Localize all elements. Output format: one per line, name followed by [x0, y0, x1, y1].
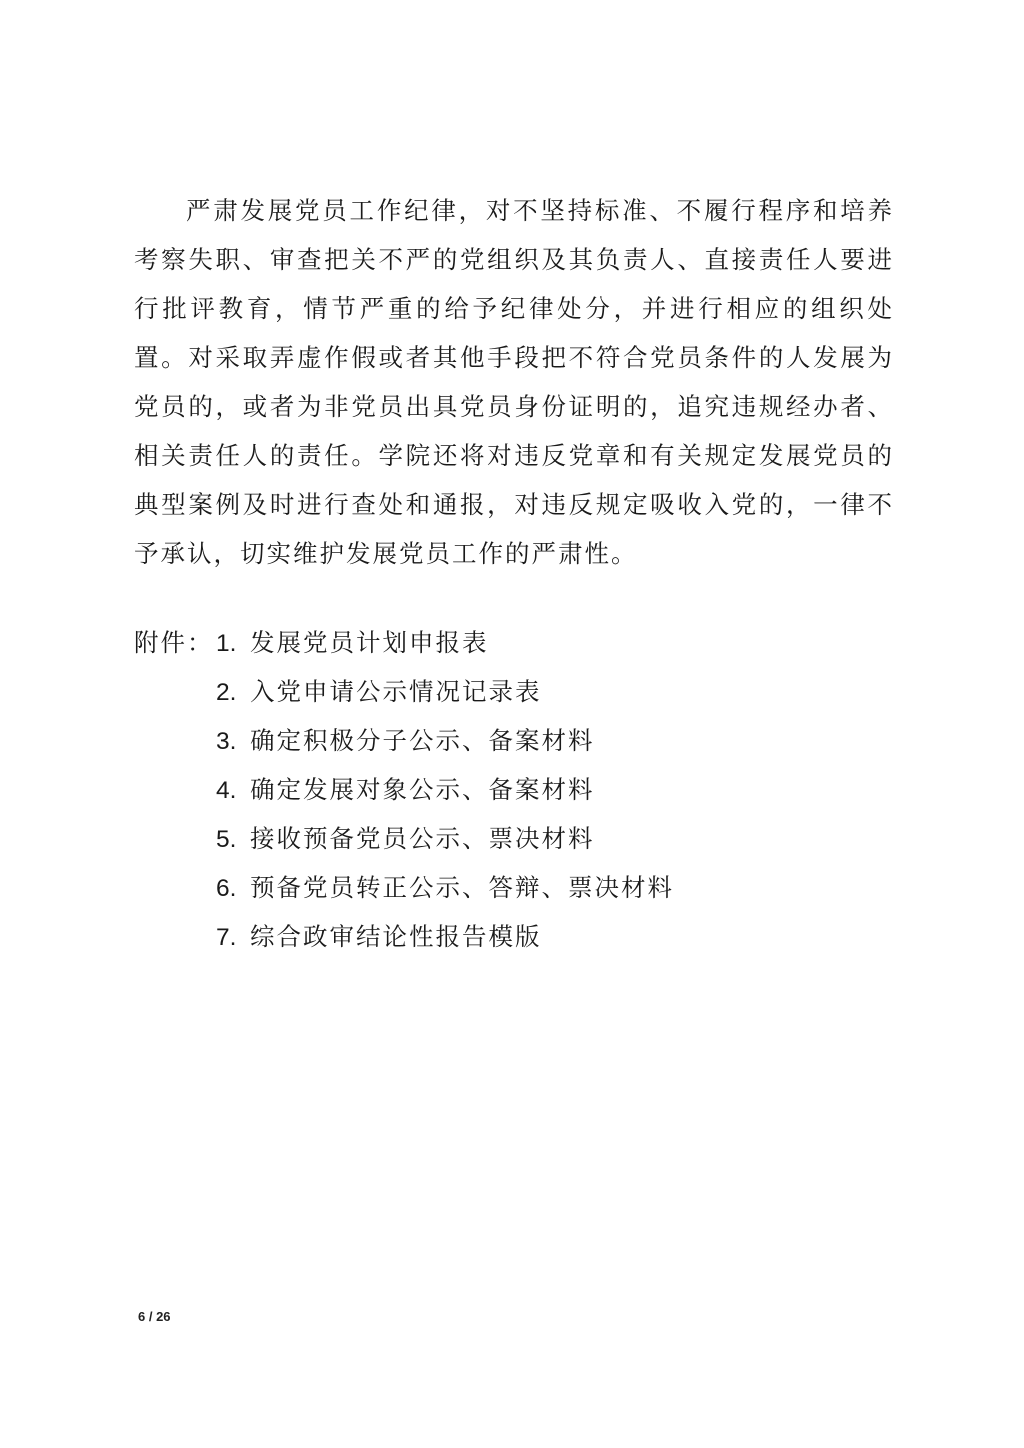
attachment-number: 2.	[216, 679, 237, 706]
attachment-number: 3.	[216, 728, 237, 755]
attachment-item	[134, 667, 894, 716]
attachment-item	[134, 814, 894, 863]
attachment-title: 确定发展对象公示、备案材料	[250, 775, 595, 804]
attachment-item	[134, 863, 894, 912]
attachment-title: 接收预备党员公示、票决材料	[250, 824, 595, 853]
attachment-item	[134, 765, 894, 814]
page-number: 6 / 26	[138, 1309, 171, 1324]
body-paragraph: 严肃发展党员工作纪律，对不坚持标准、不履行程序和培养考察失职、审查把关不严的党组织及其负责人、直接责任人要进行批评教育，情节严重的给予纪律处分，并进行相应的组织处置。对采取弄虚作假或者其他手段把不符合党员条件的人发展为党员的，或者为非党员出具党员身份证明的，追究违规经办者、相关责任人的责任。学院还将对违反党章和有关规定发展党员的典型案例及时进行查处和通报，对违反规定吸收入党的，一律不予承认，切实维护发展党员工作的严肃性。	[134, 196, 894, 568]
attachment-number: 5.	[216, 826, 237, 853]
attachment-number: 7.	[216, 924, 237, 951]
attachment-title: 确定积极分子公示、备案材料	[250, 726, 595, 755]
attachments-label: 附件：	[134, 628, 214, 657]
attachment-number: 1.	[216, 630, 237, 657]
attachment-item	[134, 618, 894, 667]
attachment-title: 综合政审结论性报告模版	[250, 922, 542, 951]
attachment-item	[134, 716, 894, 765]
attachment-title: 入党申请公示情况记录表	[250, 677, 542, 706]
attachment-item	[134, 912, 894, 961]
attachments-list	[134, 618, 894, 961]
attachment-number: 6.	[216, 875, 237, 902]
attachment-title: 发展党员计划申报表	[250, 628, 489, 657]
attachment-title: 预备党员转正公示、答辩、票决材料	[250, 873, 674, 902]
attachment-number: 4.	[216, 777, 237, 804]
